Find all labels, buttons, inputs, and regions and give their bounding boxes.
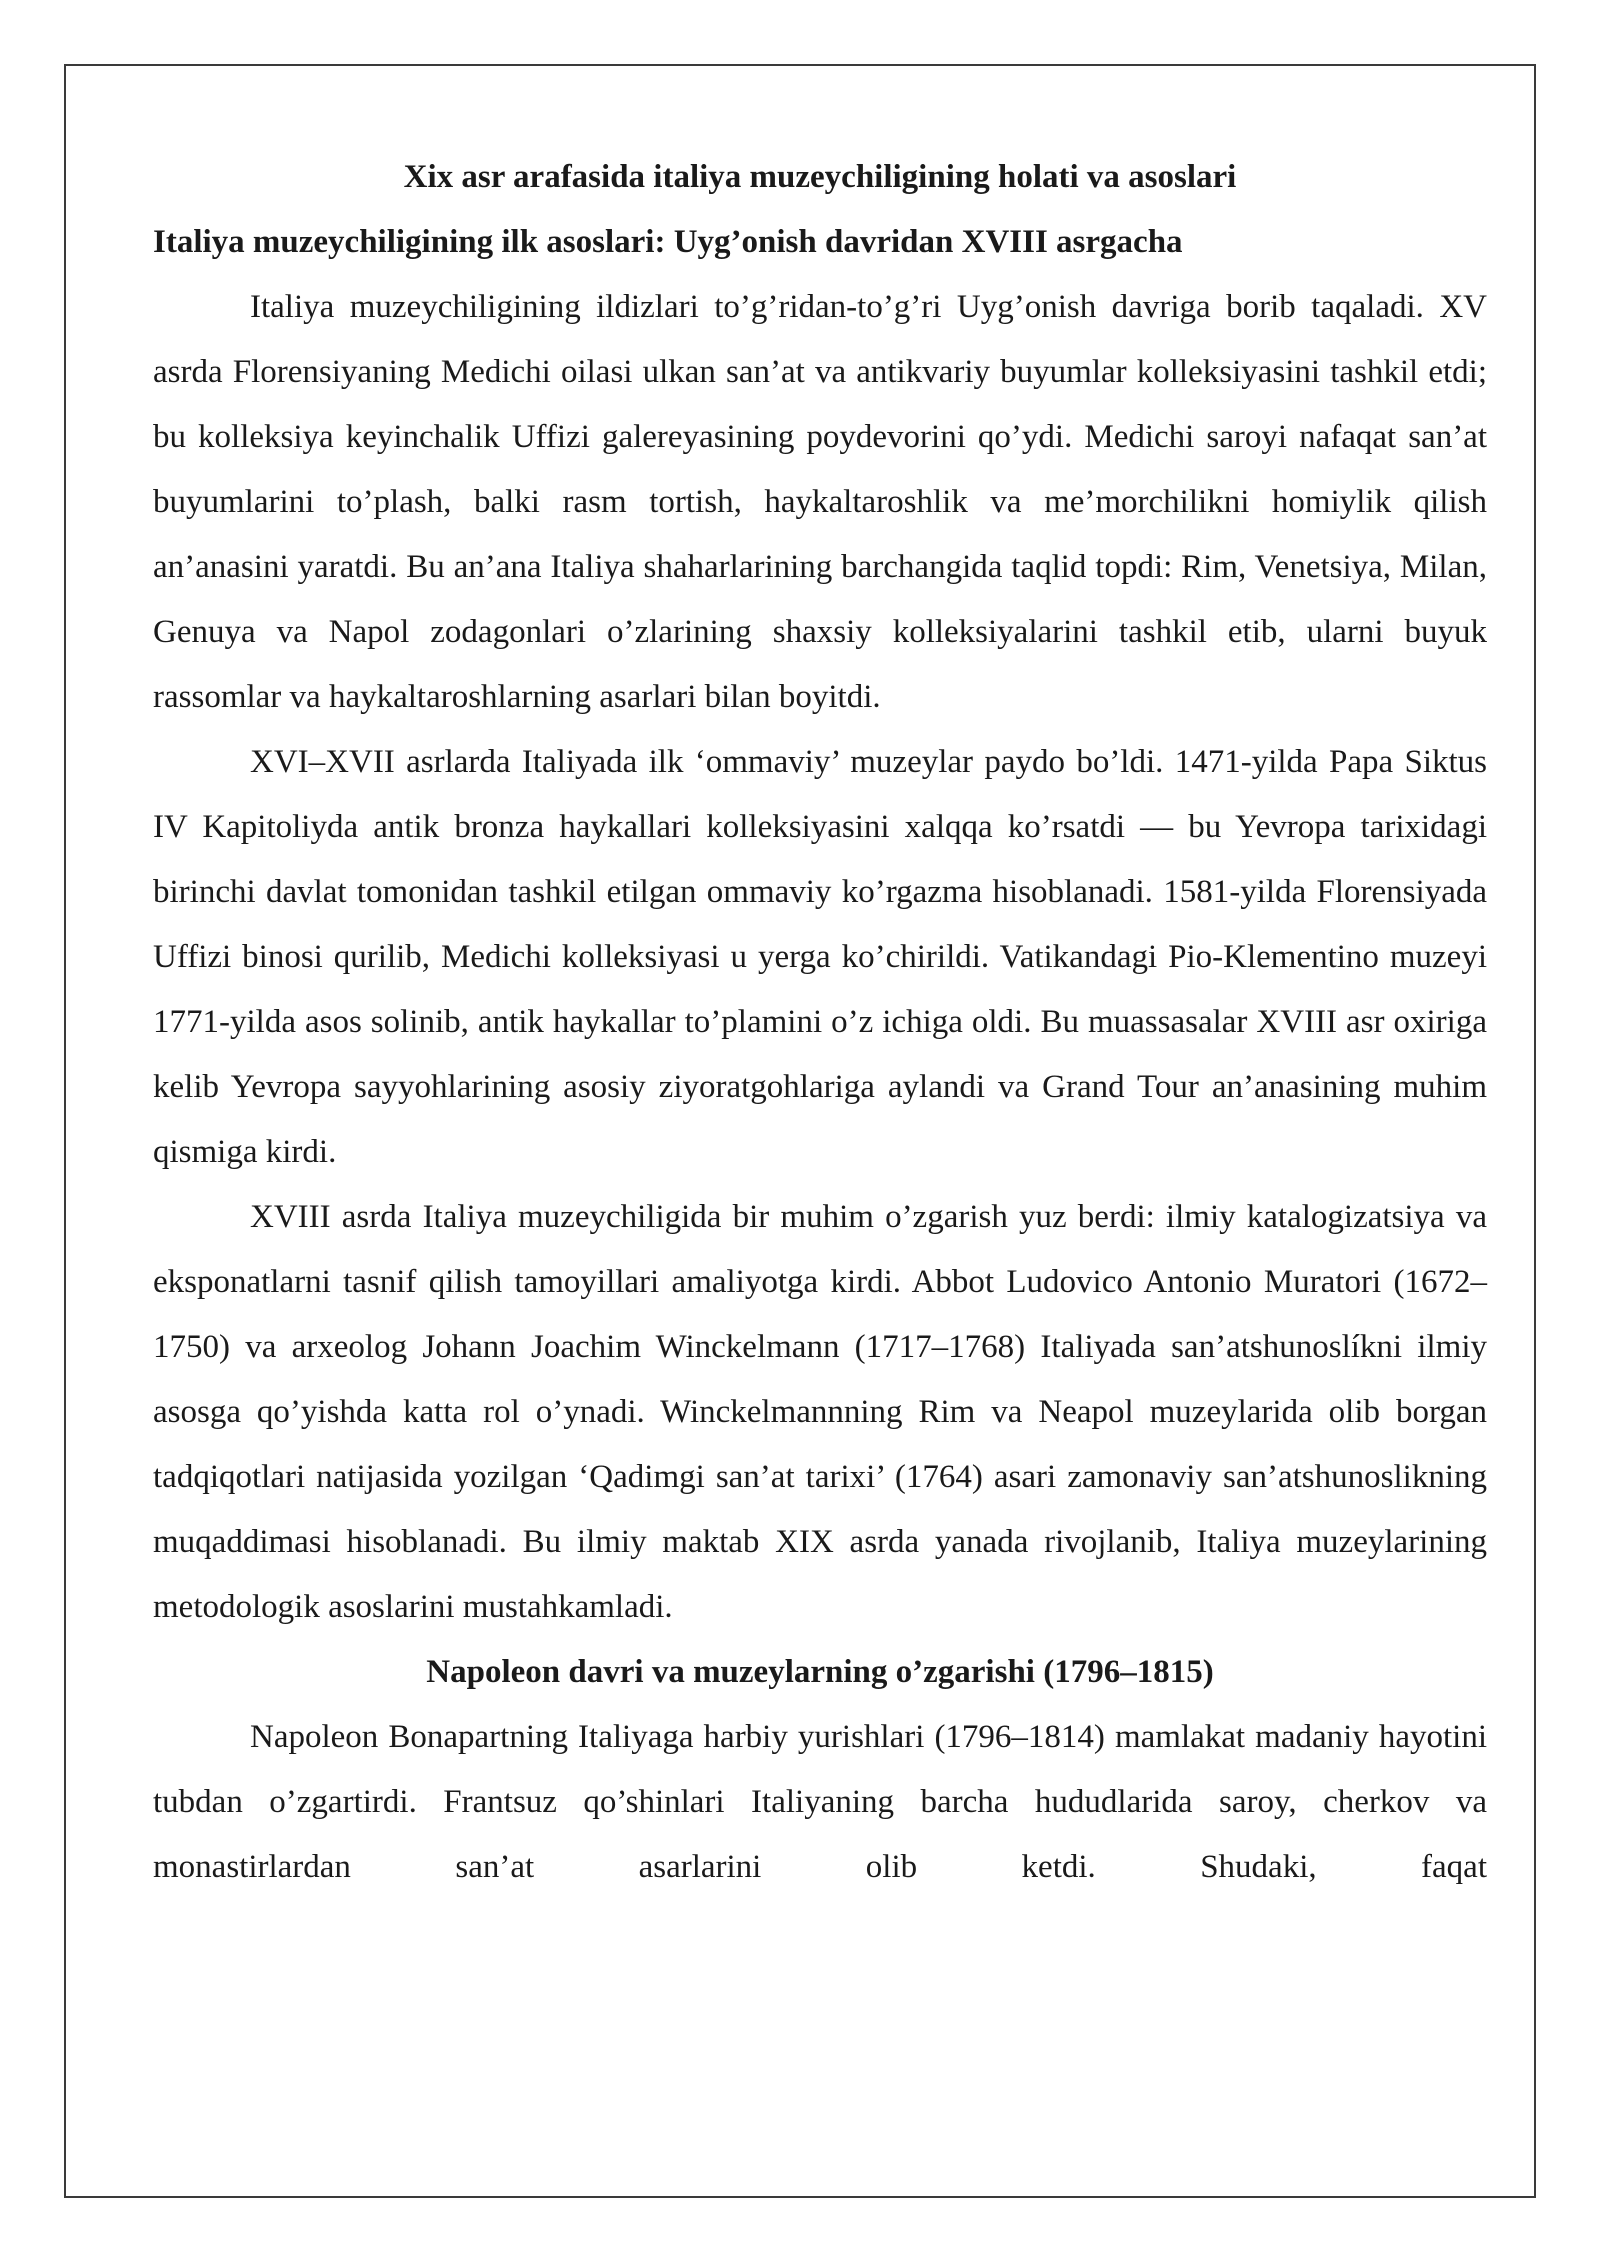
paragraph-3: XVIII asrda Italiya muzeychiligida bir muhim o’zgarish yuz berdi: ilmiy katalogizatsiya va eksponatlarni tasnif qilish tamoyillari amaliyotga kirdi. Abbot Ludovico Antonio Muratori (1672–1750) va arxeolog Johann Joachim Winckelmann (1717–1768) Italiyada san’atshunoslíkni ilmiy asosga qo’yishda katta rol o’ynadi. Winckelmannning Rim va Neapol muzeylarida olib borgan tadqiqotlari natijasida yozilgan ‘Qadimgi san’at tarixi’ (1764) asari zamonaviy san’atshunoslikning muqaddimasi hisoblanadi. Bu ilmiy maktab XIX asrda yanada rivojlanib, Italiya muzeylarining metodologik asoslarini mustahkamladi. [153,1199,1487,1625]
paragraph-4: Napoleon Bonapartning Italiyaga harbiy yurishlari (1796–1814) mamlakat madaniy hayotini tubdan o’zgartirdi. Frantsuz qo’shinlari Italiyaning barcha hududlarida saroy, cherkov va monastirlardan san’at asarlarini olib ketdi. Shudaki, faqat [153,1719,1487,1885]
section-heading-napoleon: Napoleon davri va muzeylarning o’zgarishi (1796–1815) [426,1654,1214,1690]
document-body [153,145,1487,1900]
paragraph-1: Italiya muzeychiligining ildizlari to’g’ridan-to’g’ri Uyg’onish davriga borib taqaladi. XV asrda Florensiyaning Medichi oilasi ulkan san’at va antikvariy buyumlar kolleksiyasini tashkil etdi; bu kolleksiya keyinchalik Uffizi galereyasining poydevorini qo’ydi. Medichi saroyi nafaqat san’at buyumlarini to’plash, balki rasm tortish, haykaltaroshlik va me’morchilikni homiylik qilish an’anasini yaratdi. Bu an’ana Italiya shaharlarining barchangida taqlid topdi: Rim, Venetsiya, Milan, Genuya va Napol zodagonlari o’zlarining shaxsiy kolleksiyalarini tashkil etib, ularni buyuk rassomlar va haykaltaroshlarning asarlari bilan boyitdi. [153,289,1487,715]
document-title: Xix asr arafasida italiya muzeychiligining holati va asoslari [403,159,1237,195]
paragraph-2: XVI–XVII asrlarda Italiyada ilk ‘ommaviy’ muzeylar paydo bo’ldi. 1471-yilda Papa Siktus IV Kapitoliyda antik bronza haykallari kolleksiyasini xalqqa ko’rsatdi — bu Yevropa tarixidagi birinchi davlat tomonidan tashkil etilgan ommaviy ko’rgazma hisoblanadi. 1581-yilda Florensiyada Uffizi binosi qurilib, Medichi kolleksiyasi u yerga ko’chirildi. Vatikandagi Pio-Klementino muzeyi 1771-yilda asos solinib, antik haykallar to’plamini o’z ichiga oldi. Bu muassasalar XVIII asr oxiriga kelib Yevropa sayyohlarining asosiy ziyoratgohlariga aylandi va Grand Tour an’anasining muhim qismiga kirdi. [153,744,1487,1170]
section-subtitle: Italiya muzeychiligining ilk asoslari: Uyg’onish davridan XVIII asrgacha [153,224,1183,260]
